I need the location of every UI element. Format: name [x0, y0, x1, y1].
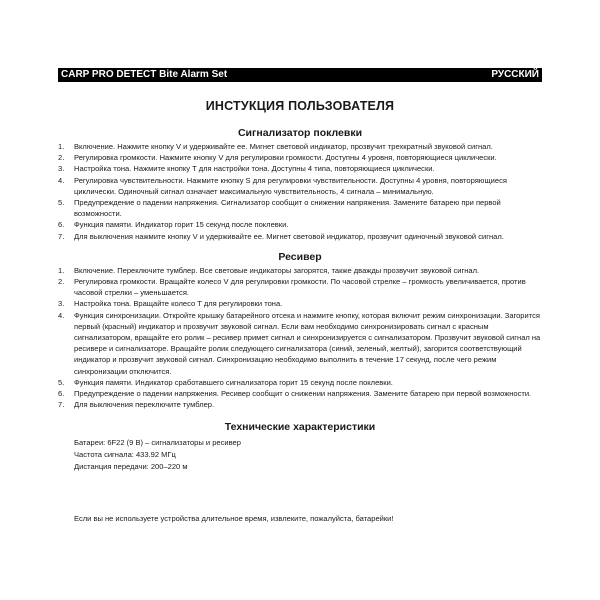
spec-frequency: Частота сигнала: 433.92 МГц [74, 450, 176, 460]
item-number: 1. [58, 142, 65, 151]
item-text: Для выключения нажмите кнопку V и удерживайте ее. Мигнет световой индикатор, прозвучит одиночный звуковой сигнал. [74, 231, 504, 241]
alarm-section-heading: Сигнализатор поклевки [237, 127, 363, 139]
list-item [58, 377, 542, 388]
list-item [58, 231, 542, 242]
item-text: Регулировка громкости. Нажмите кнопку V для регулировки громкости. Доступны 4 уровня, повторяющиеся циклически. [74, 153, 497, 163]
list-item [58, 219, 542, 230]
specs-list [58, 437, 542, 472]
list-item [58, 388, 542, 399]
list-item [58, 310, 542, 377]
item-text: Включение. Нажмите кнопку V и удерживайте ее. Мигнет световой индикатор, прозвучит трехкратный звуковой сигнал. [74, 142, 493, 151]
product-name: CARP PRO DETECT Bite Alarm Set [61, 69, 228, 80]
manual-page [58, 68, 542, 524]
item-text: Для выключения переключите тумблер. [74, 400, 215, 410]
item-number: 3. [58, 299, 65, 309]
list-item [58, 276, 542, 298]
list-item [58, 152, 542, 163]
item-text: Регулировка громкости. Вращайте колесо V для регулировки громкости. По часовой стрелке – громкость увеличивается, против часовой стрелки – уменьшается. [74, 277, 526, 298]
alarm-instructions-list [58, 141, 542, 242]
header-bar [58, 68, 542, 82]
spec-batteries: Батареи: 6F22 (9 В) – сигнализаторы и ресивер [74, 438, 241, 448]
item-number: 1. [58, 265, 65, 275]
item-text: Предупреждение о падении напряжения. Сигнализатор сообщит о снижении напряжения. Замените батарею при первой возможности. [74, 198, 501, 219]
item-number: 3. [58, 164, 65, 174]
list-item [58, 298, 542, 309]
receiver-instructions-list [58, 265, 542, 411]
list-item [58, 141, 542, 152]
list-item [58, 265, 542, 276]
list-item [58, 175, 542, 197]
item-number: 6. [58, 220, 65, 230]
item-text: Функция памяти. Индикатор сработавшего сигнализатора горит 15 секунд после поклевки. [74, 377, 393, 387]
item-text: Регулировка чувствительности. Нажмите кнопку S для регулировки чувствительности. Доступны 4 уровня, повторяющиеся циклически. Одиночный сигнал означает максимальную чувствительность, 4 сигнала – минимальную. [74, 175, 507, 196]
language-label: РУССКИЙ [491, 69, 539, 80]
item-number: 6. [58, 389, 65, 399]
battery-removal-note: Если вы не используете устройства длительное время, извлеките, пожалуйста, батарейки! [74, 513, 394, 523]
item-text: Функция памяти. Индикатор горит 15 секунд после поклевки. [74, 220, 289, 230]
specs-section-heading: Технические характеристики [224, 421, 376, 434]
spec-range: Дистанция передачи: 200–220 м [74, 462, 188, 472]
item-number: 2. [58, 277, 65, 287]
list-item [58, 163, 542, 174]
item-text: Настройка тона. Нажмите кнопку T для настройки тона. Доступны 4 типа, повторяющиеся циклически. [74, 164, 435, 174]
document-title: ИНСТУКЦИЯ ПОЛЬЗОВАТЕЛЯ [205, 99, 395, 113]
item-text: Включение. Переключите тумблер. Все световые индикаторы загорятся, также дважды прозвучит звуковой сигнал. [74, 265, 480, 275]
item-number: 5. [58, 377, 65, 387]
item-number: 4. [58, 175, 65, 185]
item-number: 7. [58, 400, 65, 410]
item-text: Настройка тона. Вращайте колесо T для регулировки тона. [74, 299, 283, 309]
item-number: 7. [58, 231, 65, 241]
list-item [58, 399, 542, 410]
receiver-section-heading: Ресивер [278, 250, 322, 263]
item-number: 4. [58, 310, 65, 320]
item-text: Предупреждение о падении напряжения. Ресивер сообщит о снижении напряжения. Замените батарею при первой возможности. [74, 389, 532, 399]
list-item [58, 197, 542, 219]
item-number: 2. [58, 153, 65, 163]
item-text: Функция синхронизации. Откройте крышку батарейного отсека и нажмите кнопку, которая включит режим синхронизации. Загорится первый (красный) индикатор и прозвучит звуковой сигнал. Если вам необходимо синхронизировать сигнал с красным сигнализатором, вращайте его ролик – ресивер примет сигнал и синхронизируется с сигнализатором. Прозвучит звуковой сигнал на ресивере и сигнализаторе. Вращайте ролик следующего сигнализатора (синий, зеленый, желтый), загорится соответствующий индикатор и прозвучит звуковой сигнал. Синхронизацию необходимо выполнить в течение 17 секунд, после чего режим синхронизации отключится. [74, 310, 541, 376]
item-number: 5. [58, 198, 65, 208]
